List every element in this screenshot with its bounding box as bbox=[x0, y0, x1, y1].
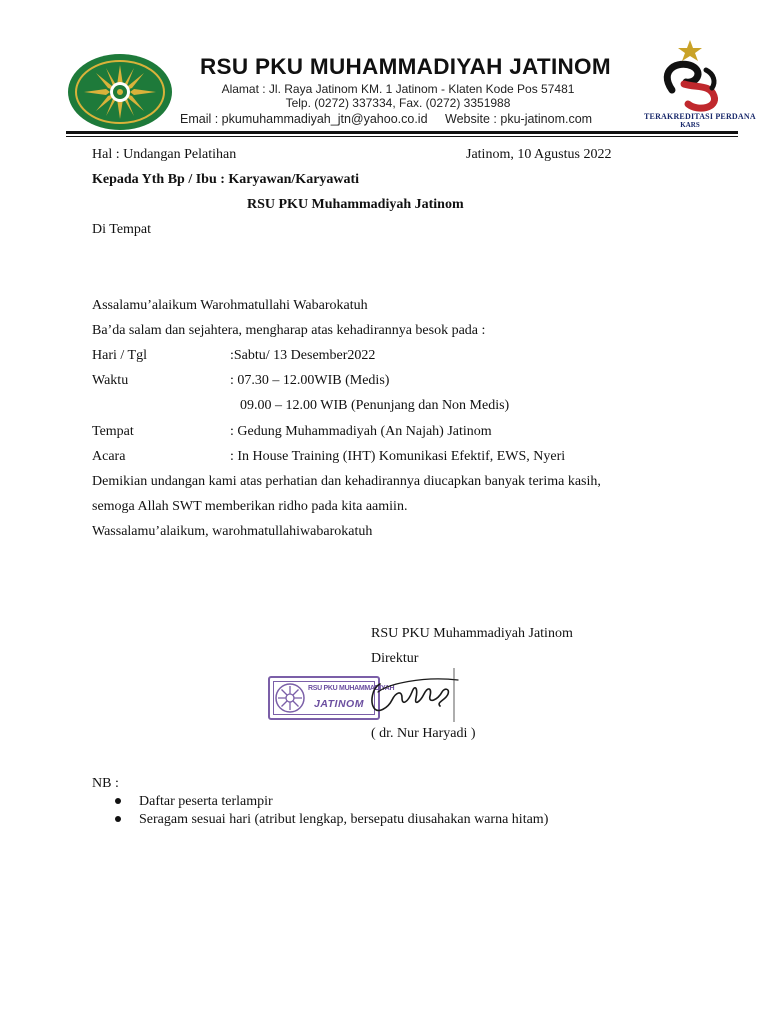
place-and-date: Jatinom, 10 Agustus 2022 bbox=[466, 147, 612, 162]
accreditation-body: KARS bbox=[680, 121, 700, 129]
bullet-icon bbox=[115, 816, 121, 822]
stamp-text-bottom: JATINOM bbox=[314, 698, 364, 710]
hospital-email: Email : pkumuhammadiyah_jtn@yahoo.co.id bbox=[180, 112, 428, 126]
invitation-intro: Ba’da salam dan sejahtera, mengharap atas kehadirannya besok pada : bbox=[92, 323, 486, 338]
letterhead-divider-thick bbox=[66, 131, 738, 134]
recipient-location: Di Tempat bbox=[92, 222, 152, 237]
signatory-name: ( dr. Nur Haryadi ) bbox=[371, 726, 476, 741]
letterhead-divider-thin bbox=[66, 136, 738, 137]
stamp-logo-icon bbox=[274, 682, 306, 714]
hospital-name: RSU PKU MUHAMMADIYAH JATINOM bbox=[200, 54, 611, 79]
notes-label: NB : bbox=[92, 776, 119, 791]
stamp-text-top: RSU PKU MUHAMMADIYAH bbox=[308, 685, 395, 692]
recipient-line-2: RSU PKU Muhammadiyah Jatinom bbox=[247, 197, 464, 212]
signatory-organization: RSU PKU Muhammadiyah Jatinom bbox=[371, 626, 573, 641]
event-value: : In House Training (IHT) Komunikasi Efektif, EWS, Nyeri bbox=[230, 449, 566, 464]
venue-label: Tempat bbox=[92, 424, 134, 439]
time-label: Waktu bbox=[92, 373, 129, 388]
note-item-text: Seragam sesuai hari (atribut lengkap, bersepatu diusahakan warna hitam) bbox=[139, 812, 549, 827]
signatory-position: Direktur bbox=[371, 651, 419, 666]
recipient-line-1: Kepada Yth Bp / Ibu : Karyawan/Karyawati bbox=[92, 172, 360, 187]
closing-line-1: Demikian undangan kami atas perhatian dan kehadirannya diucapkan banyak terima kasih, bbox=[92, 474, 601, 489]
day-value: :Sabtu/ 13 Desember2022 bbox=[230, 348, 376, 363]
letter-subject: Hal : Undangan Pelatihan bbox=[92, 147, 237, 162]
kars-logo-icon bbox=[648, 40, 732, 114]
day-label: Hari / Tgl bbox=[92, 348, 147, 363]
accreditation-text: TERAKREDITASI PERDANA bbox=[644, 112, 756, 121]
event-label: Acara bbox=[92, 449, 126, 464]
farewell-greeting: Wassalamu’alaikum, warohmatullahiwabarokatuh bbox=[92, 524, 373, 539]
hospital-website: Website : pku-jatinom.com bbox=[445, 112, 593, 126]
opening-greeting: Assalamu’alaikum Warohmatullahi Wabarokatuh bbox=[92, 298, 368, 313]
closing-line-2: semoga Allah SWT memberikan ridho pada kita aamiin. bbox=[92, 499, 408, 514]
hospital-address: Alamat : Jl. Raya Jatinom KM. 1 Jatinom - Klaten Kode Pos 57481 bbox=[221, 82, 575, 96]
director-signature bbox=[362, 662, 462, 726]
time-value-medical: : 07.30 – 12.00WIB (Medis) bbox=[230, 373, 390, 388]
venue-value: : Gedung Muhammadiyah (An Najah) Jatinom bbox=[230, 424, 492, 439]
time-value-support: 09.00 – 12.00 WIB (Penunjang dan Non Medis) bbox=[240, 398, 510, 413]
kars-accreditation-logo bbox=[644, 40, 756, 140]
bullet-icon bbox=[115, 798, 121, 804]
muhammadiyah-logo-icon bbox=[64, 51, 176, 133]
hospital-contact bbox=[180, 112, 606, 126]
note-item-text: Daftar peserta terlampir bbox=[139, 794, 273, 809]
letterhead bbox=[62, 40, 756, 140]
hospital-phone: Telp. (0272) 337334, Fax. (0272) 3351988 bbox=[285, 96, 511, 110]
